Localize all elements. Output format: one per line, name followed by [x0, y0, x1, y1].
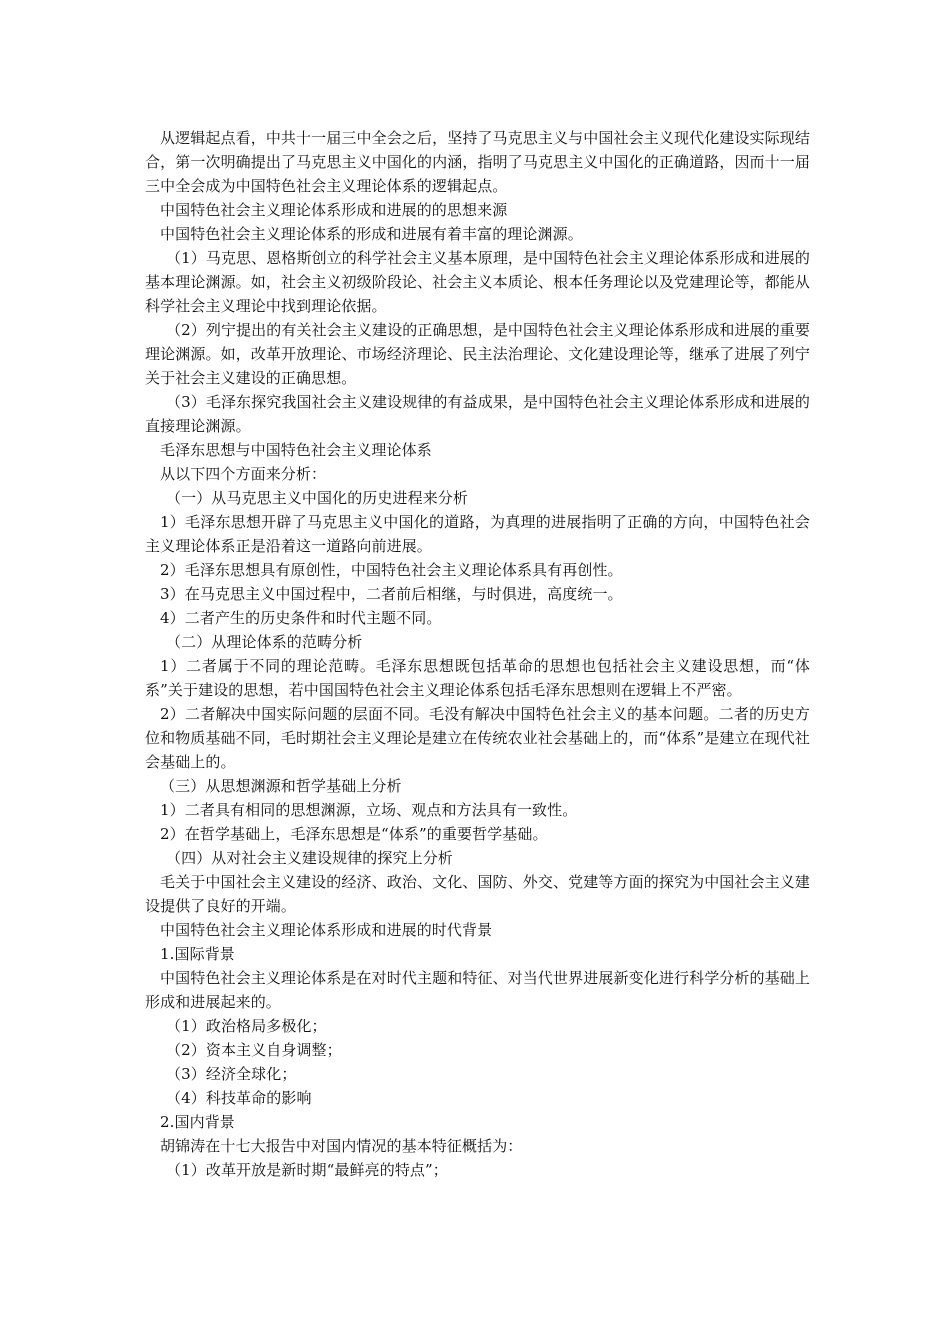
list-item: 1）毛泽东思想开辟了马克思主义中国化的道路，为真理的进展指明了正确的方向，中国特色社会主义理论体系正是沿着这一道路向前进展。 — [145, 513, 810, 555]
list-item: 1）二者属于不同的理论范畴。毛泽东思想既包括革命的思想也包括社会主义建设思想，而“体系”关于建设的思想，若中国国特色社会主义理论体系包括毛泽东思想则在逻辑上不严密。 — [145, 657, 810, 699]
paragraph: 毛关于中国社会主义建设的经济、政治、文化、国防、外交、党建等方面的探究为中国社会主义建设提供了良好的开端。 — [145, 873, 810, 915]
list-item: （3）经济全球化； — [166, 1065, 297, 1083]
paragraph: 从逻辑起点看，中共十一届三中全会之后，坚持了马克思主义与中国社会主义现代化建设实际现结合，第一次明确提出了马克思主义中国化的内涵，指明了马克思主义中国化的正确道路，因而十一届三中全会成为中国特色社会主义理论体系的逻辑起点。 — [145, 129, 810, 195]
subsection-heading: 2.国内背景 — [160, 1113, 235, 1131]
section-heading: 中国特色社会主义理论体系形成和进展的的思想来源 — [160, 201, 508, 219]
list-item: 3）在马克思主义中国过程中，二者前后相继，与时俱进，高度统一。 — [160, 585, 623, 603]
list-item: （2）资本主义自身调整； — [166, 1041, 342, 1059]
paragraph: 从以下四个方面来分析： — [160, 465, 327, 483]
paragraph: 中国特色社会主义理论体系的形成和进展有着丰富的理论渊源。 — [160, 225, 583, 243]
list-item: （1）政治格局多极化； — [166, 1017, 327, 1035]
paragraph: 胡锦涛在十七大报告中对国内情况的基本特征概括为： — [160, 1137, 523, 1155]
list-item: 2）毛泽东思想具有原创性，中国特色社会主义理论体系具有再创性。 — [160, 561, 623, 579]
list-item: 2）在哲学基础上，毛泽东思想是“体系”的重要哲学基础。 — [160, 825, 548, 843]
list-item: 2）二者解决中国实际问题的层面不同。毛没有解决中国特色社会主义的基本问题。二者的历史方位和物质基础不同，毛时期社会主义理论是建立在传统农业社会基础上的，而“体系”是建立在现代社会基础上的。 — [145, 705, 810, 771]
list-item: （2）列宁提出的有关社会主义建设的正确思想，是中国特色社会主义理论体系形成和进展的重要理论渊源。如，改革开放理论、市场经济理论、民主法治理论、文化建设理论等，继承了进展了列宁关于社会主义建设的正确思想。 — [145, 321, 810, 387]
list-item: （4）科技革命的影响 — [166, 1089, 312, 1107]
subsection-heading: （一）从马克思主义中国化的历史进程来分析 — [166, 489, 469, 507]
document-body — [145, 126, 810, 1182]
subsection-heading: （四）从对社会主义建设规律的探究上分析 — [166, 849, 453, 867]
subsection-heading: （二）从理论体系的范畴分析 — [166, 633, 363, 651]
list-item: 1）二者具有相同的思想渊源，立场、观点和方法具有一致性。 — [160, 801, 578, 819]
section-heading: 毛泽东思想与中国特色社会主义理论体系 — [160, 441, 432, 459]
list-item: 4）二者产生的历史条件和时代主题不同。 — [160, 609, 442, 627]
paragraph: 中国特色社会主义理论体系是在对时代主题和特征、对当代世界进展新变化进行科学分析的基础上形成和进展起来的。 — [145, 969, 810, 1011]
section-heading: 中国特色社会主义理论体系形成和进展的时代背景 — [160, 921, 493, 939]
list-item: （3）毛泽东探究我国社会主义建设规律的有益成果，是中国特色社会主义理论体系形成和进展的直接理论渊源。 — [145, 393, 810, 435]
subsection-heading: （三）从思想渊源和哲学基础上分析 — [160, 777, 402, 795]
list-item: （1）改革开放是新时期“最鲜亮的特点”； — [166, 1161, 448, 1179]
list-item: （1）马克思、恩格斯创立的科学社会主义基本原理，是中国特色社会主义理论体系形成和进展的基本理论渊源。如，社会主义初级阶段论、社会主义本质论、根本任务理论以及党建理论等，都能从科学社会主义理论中找到理论依据。 — [145, 249, 810, 315]
subsection-heading: 1.国际背景 — [160, 945, 235, 963]
